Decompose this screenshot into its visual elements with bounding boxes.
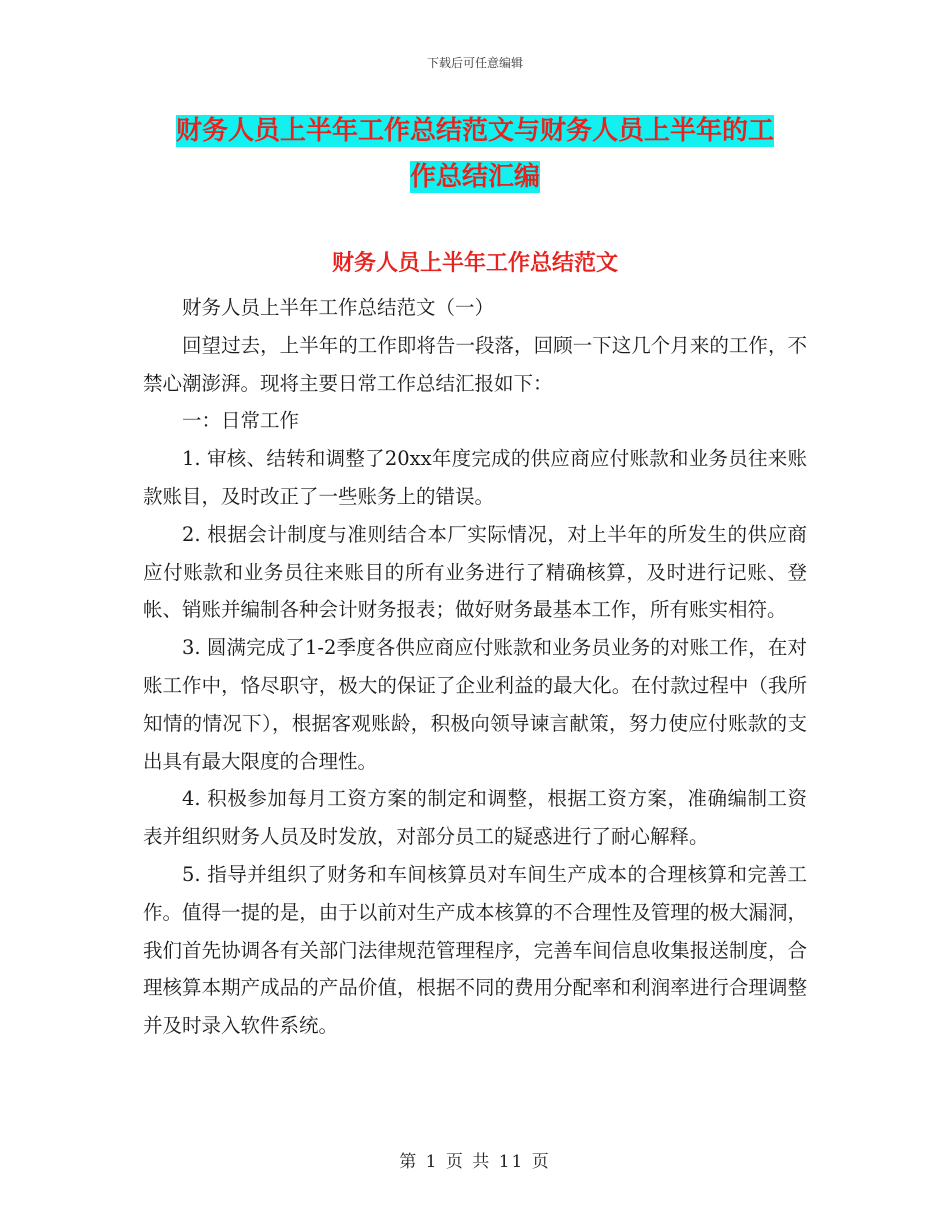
title-line-1: 财务人员上半年工作总结范文与财务人员上半年的工	[175, 116, 774, 146]
header-note: 下载后可任意编辑	[426, 56, 523, 70]
title-line-2: 作总结汇编	[409, 162, 540, 192]
document-title	[140, 108, 810, 200]
paragraph-item-5: 5. 指导并组织了财务和车间核算员对车间生产成本的合理核算和完善工作。值得一提的是，由于以前对生产成本核算的不合理性及管理的极大漏洞，我们首先协调各有关部门法律规范管理程序，完善车间信息收集报送制度，合理核算本期产成品的产品价值，根据不同的费用分配率和利润率进行合理调整并及时录入软件系统。	[143, 862, 807, 1038]
paragraph-intro: 回望过去，上半年的工作即将告一段落，回顾一下这几个月来的工作，不禁心潮澎湃。现将主要日常工作总结汇报如下：	[143, 333, 807, 395]
paragraph-item-2: 2. 根据会计制度与准则结合本厂实际情况，对上半年的所发生的供应商应付账款和业务员往来账目的所有业务进行了精确核算，及时进行记账、登帐、销账并编制各种会计财务报表；做好财务最基本工作，所有账实相符。	[143, 522, 807, 622]
paragraph-heading-daily-work: 一：日常工作	[182, 409, 300, 433]
paragraph-item-4: 4. 积极参加每月工资方案的制定和调整，根据工资方案，准确编制工资表并组织财务人员及时发放，对部分员工的疑惑进行了耐心解释。	[143, 787, 807, 849]
paragraph-item-1: 1. 审核、结转和调整了20xx年度完成的供应商应付账款和业务员往来账款账目，及时改正了一些账务上的错误。	[143, 447, 807, 508]
document-body	[143, 289, 807, 1045]
paragraph-subtitle: 财务人员上半年工作总结范文（一）	[182, 296, 495, 319]
section-title: 财务人员上半年工作总结范文	[331, 251, 618, 276]
paragraph-item-3: 3. 圆满完成了1-2季度各供应商应付账款和业务员业务的对账工作，在对账工作中，恪尽职守，极大的保证了企业利益的最大化。在付款过程中（我所知情的情况下），根据客观账龄，积极向领导谏言献策，努力使应付账款的支出具有最大限度的合理性。	[143, 636, 807, 773]
page-footer: 第 1 页 共 11 页	[399, 1152, 551, 1172]
